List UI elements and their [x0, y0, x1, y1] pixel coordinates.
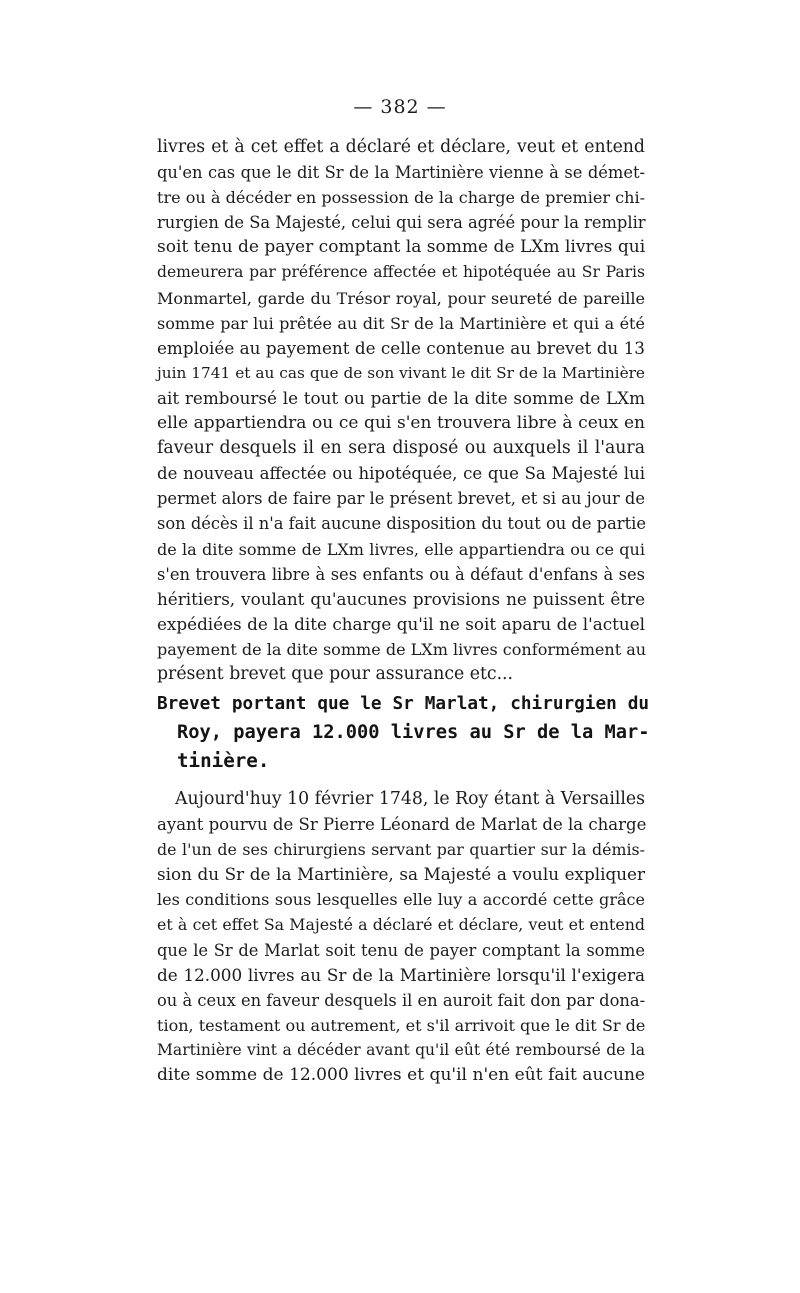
text-line: son décès il n'a fait aucune disposition du tout ou de partie — [157, 514, 646, 534]
text-line: payement de la dite somme de LXm livres conformément au — [157, 639, 647, 659]
text-line: rurgien de Sa Majesté, celui qui sera agréé pour la remplir — [157, 213, 646, 233]
text-line: de la dite somme de LXm livres, elle appartiendra ou ce qui — [157, 539, 645, 559]
text-line: de 12.000 livres au Sr de la Martinière lorsqu'il l'exigera — [157, 964, 645, 985]
text-line: de nouveau affectée ou hipotéquée, ce que Sa Majesté lui — [157, 464, 645, 484]
text-line: que le Sr de Marlat soit tenu de payer comptant la somme — [157, 940, 645, 960]
text-line: dite somme de 12.000 livres et qu'il n'en eût fait aucune — [157, 1065, 645, 1086]
text-line: s'en trouvera libre à ses enfants ou à défaut d'enfans à ses — [157, 564, 645, 584]
text-line: les conditions sous lesquelles elle luy a accordé cette grâce — [157, 890, 645, 910]
text-line: livres et à cet effet a déclaré et déclare, veut et entend — [157, 137, 645, 157]
text-line: qu'en cas que le dit Sr de la Martinière vienne à se démet- — [157, 163, 645, 183]
text-line: ou à ceux en faveur desquels il en auroit fait don par dona- — [157, 990, 646, 1010]
paragraph-brevet-continuation — [157, 135, 645, 687]
text-line: ayant pourvu de Sr Pierre Léonard de Marlat de la charge — [157, 815, 647, 835]
text-line: Martinière vint a décéder avant qu'il eût été remboursé de la — [157, 1040, 645, 1059]
text-line: de l'un de ses chirurgiens servant par quartier sur la démis- — [157, 840, 645, 860]
text-line: sion du Sr de la Martinière, sa Majesté a voulu expliquer — [157, 864, 645, 885]
text-line: soit tenu de payer comptant la somme de LXm livres qui — [157, 237, 646, 258]
text-line: expédiées de la dite charge qu'il ne soit aparu de l'actuel — [157, 613, 645, 634]
page-number: — 382 — — [353, 96, 447, 118]
text-line: héritiers, voulant qu'aucunes provisions ne puissent être — [157, 588, 645, 609]
heading-line: tinière. — [177, 749, 270, 772]
text-line: emploiée au payement de celle contenue au brevet du 13 — [157, 337, 645, 358]
text-line: somme par lui prêtée au dit Sr de la Martinière et qui a été — [157, 313, 645, 333]
text-line: tre ou à décéder en possession de la charge de premier chi- — [157, 188, 645, 208]
paragraph-brevet-marlat — [157, 787, 645, 1088]
text-line: Aujourd'huy 10 février 1748, le Roy étant à Versailles — [175, 789, 645, 809]
text-line: demeurera par préférence affectée et hipotéquée au Sr Paris — [157, 263, 645, 282]
text-line: juin 1741 et au cas que de son vivant le dit Sr de la Martinière — [157, 363, 645, 382]
text-line: tion, testament ou autrement, et s'il arrivoit que le dit Sr de — [157, 1015, 646, 1035]
text-line: faveur desquels il en sera disposé ou auxquels il l'aura — [157, 438, 645, 459]
heading-line: Brevet portant que le Sr Marlat, chirurgien du — [157, 694, 649, 714]
text-line: et à cet effet Sa Majesté a déclaré et déclare, veut et entend — [157, 915, 645, 935]
text-line: ait remboursé le tout ou partie de la dite somme de LXm — [157, 387, 645, 408]
section-heading — [157, 690, 649, 776]
heading-line: Roy, payera 12.000 livres au Sr de la Mar- — [177, 721, 650, 743]
text-line: Monmartel, garde du Trésor royal, pour seureté de pareille — [157, 288, 645, 308]
text-line: elle appartiendra ou ce qui s'en trouvera libre à ceux en — [157, 413, 645, 434]
text-line: présent brevet que pour assurance etc... — [157, 663, 514, 684]
text-line: permet alors de faire par le présent brevet, et si au jour de — [157, 489, 645, 509]
